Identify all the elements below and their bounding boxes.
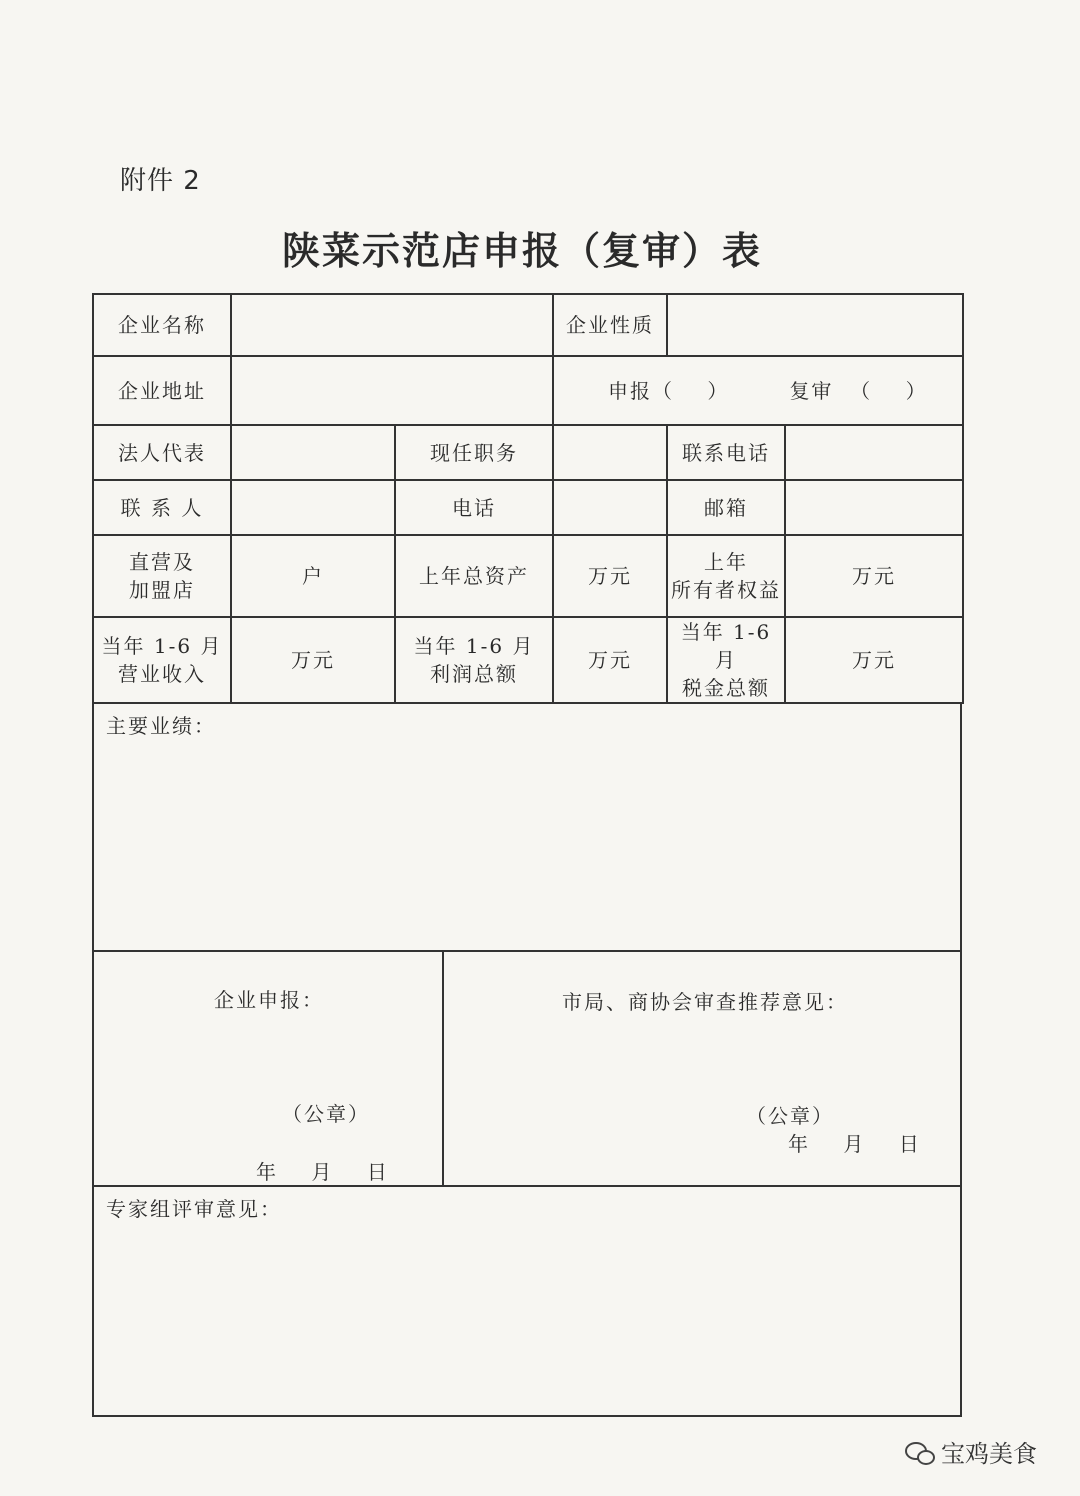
label-revenue-line1: 当年 1-6 月 <box>101 634 223 658</box>
label-stores-line1: 直营及 <box>129 550 195 574</box>
label-equity-line1: 上年 <box>704 550 748 574</box>
row-name <box>93 294 963 356</box>
field-position[interactable] <box>553 425 667 480</box>
label-equity <box>667 535 785 617</box>
recommendation-date: 年 月 日 <box>788 1132 921 1156</box>
field-tax[interactable]: 万元 <box>785 617 963 703</box>
label-equity-line2: 所有者权益 <box>671 578 781 602</box>
field-stores[interactable]: 户 <box>231 535 395 617</box>
field-equity[interactable]: 万元 <box>785 535 963 617</box>
declaration-label: 企业申报： <box>214 988 324 1012</box>
application-form <box>92 293 962 1417</box>
apply-option[interactable]: 申报（ ） <box>608 378 730 403</box>
row-contact <box>93 480 963 535</box>
label-contact-person: 联 系 人 <box>93 480 231 535</box>
label-tax-line1: 当年 1-6 月 <box>680 620 772 672</box>
label-position: 现任职务 <box>395 425 553 480</box>
row-address <box>93 356 963 425</box>
recommendation-label: 市局、商协会审查推荐意见： <box>562 990 848 1014</box>
declaration-date: 年 月 日 <box>256 1160 389 1184</box>
form-title-text: 陕菜示范店申报（复审）表 <box>281 228 762 273</box>
field-company-name[interactable] <box>231 294 553 356</box>
label-email: 邮箱 <box>667 480 785 535</box>
label-profit <box>395 617 553 703</box>
achievements-block[interactable] <box>92 704 962 952</box>
recommendation-box[interactable] <box>444 952 960 1185</box>
label-profit-line2: 利润总额 <box>430 662 518 686</box>
field-contact-person[interactable] <box>231 480 395 535</box>
expert-block[interactable] <box>92 1187 962 1417</box>
info-table <box>92 293 964 704</box>
expert-label: 专家组评审意见： <box>106 1197 282 1221</box>
label-company-address: 企业地址 <box>93 356 231 425</box>
apply-type-cell[interactable] <box>553 356 963 425</box>
field-revenue[interactable]: 万元 <box>231 617 395 703</box>
label-tel: 电话 <box>395 480 553 535</box>
label-legal-rep: 法人代表 <box>93 425 231 480</box>
watermark <box>905 1434 1037 1469</box>
declaration-box[interactable] <box>94 952 444 1185</box>
watermark-text: 宝鸡美食 <box>941 1440 1037 1468</box>
row-legal <box>93 425 963 480</box>
field-profit[interactable]: 万元 <box>553 617 667 703</box>
label-tax-line2: 税金总额 <box>682 676 770 700</box>
label-company-nature: 企业性质 <box>553 294 667 356</box>
label-tax <box>667 617 785 703</box>
label-contact-phone: 联系电话 <box>667 425 785 480</box>
label-revenue <box>93 617 231 703</box>
field-company-address[interactable] <box>231 356 553 425</box>
label-stores-line2: 加盟店 <box>129 578 195 602</box>
label-total-assets: 上年总资产 <box>395 535 553 617</box>
field-total-assets[interactable]: 万元 <box>553 535 667 617</box>
review-option[interactable]: 复审 （ ） <box>789 378 928 403</box>
review-split-block <box>92 952 962 1187</box>
form-title <box>0 220 1080 275</box>
field-tel[interactable] <box>553 480 667 535</box>
wechat-icon <box>905 1440 935 1464</box>
label-revenue-line2: 营业收入 <box>118 662 206 686</box>
row-stores <box>93 535 963 617</box>
label-profit-line1: 当年 1-6 月 <box>413 634 535 658</box>
attachment-label: 附件 2 <box>120 166 201 196</box>
field-company-nature[interactable] <box>667 294 963 356</box>
label-company-name: 企业名称 <box>93 294 231 356</box>
declaration-seal: （公章） <box>282 1102 370 1126</box>
field-legal-rep[interactable] <box>231 425 395 480</box>
row-financials <box>93 617 963 703</box>
field-contact-phone[interactable] <box>785 425 963 480</box>
achievements-label: 主要业绩： <box>106 714 216 738</box>
field-email[interactable] <box>785 480 963 535</box>
label-stores <box>93 535 231 617</box>
recommendation-seal: （公章） <box>746 1104 834 1128</box>
